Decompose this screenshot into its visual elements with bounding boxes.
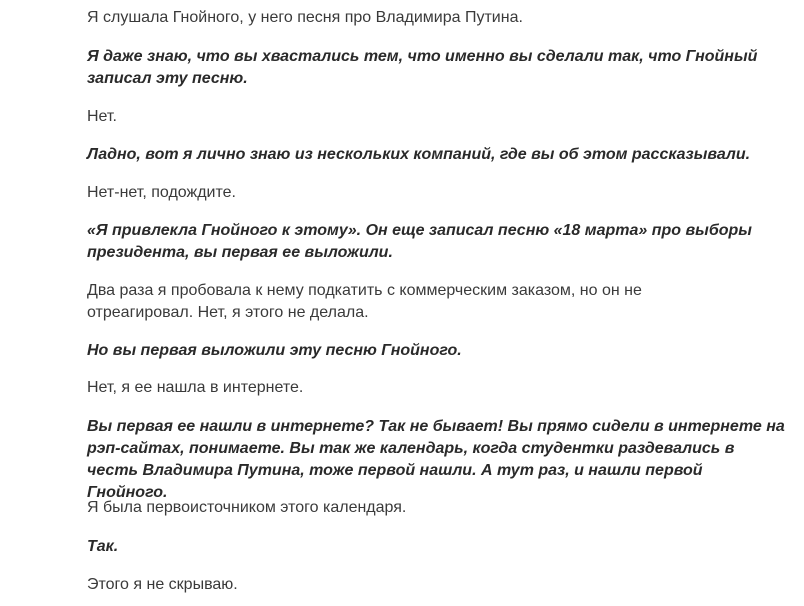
answer-paragraph: Этого я не скрываю. — [87, 576, 238, 593]
question-paragraph: «Я привлекла Гнойного к этому». Он еще записал песню «18 марта» про выборы президента, вы первая ее выложили. — [87, 222, 752, 261]
answer-paragraph: Я была первоисточником этого календаря. — [87, 499, 407, 516]
question-paragraph: Так. — [87, 538, 119, 555]
answer-paragraph: Я слушала Гнойного, у него песня про Владимира Путина. — [87, 9, 523, 26]
answer-paragraph: Нет, я ее нашла в интернете. — [87, 379, 304, 396]
question-paragraph: Ладно, вот я лично знаю из нескольких компаний, где вы об этом рассказывали. — [87, 146, 751, 163]
answer-paragraph: Нет. — [87, 108, 117, 125]
question-paragraph: Вы первая ее нашли в интернете? Так не бывает! Вы прямо сидели в интернете на рэп-сайтах, понимаете. Вы так же календарь, когда студентки раздевались в честь Владимира Путина, тоже первой нашли. А тут раз, и нашли первой Гнойного. — [87, 418, 785, 501]
answer-paragraph: Нет-нет, подождите. — [87, 184, 236, 201]
answer-paragraph: Два раза я пробовала к нему подкатить с коммерческим заказом, но он не отреагировал. Нет, я этого не делала. — [87, 282, 642, 321]
question-paragraph: Я даже знаю, что вы хвастались тем, что именно вы сделали так, что Гнойный записал эту песню. — [87, 48, 758, 87]
question-paragraph: Но вы первая выложили эту песню Гнойного. — [87, 342, 462, 359]
